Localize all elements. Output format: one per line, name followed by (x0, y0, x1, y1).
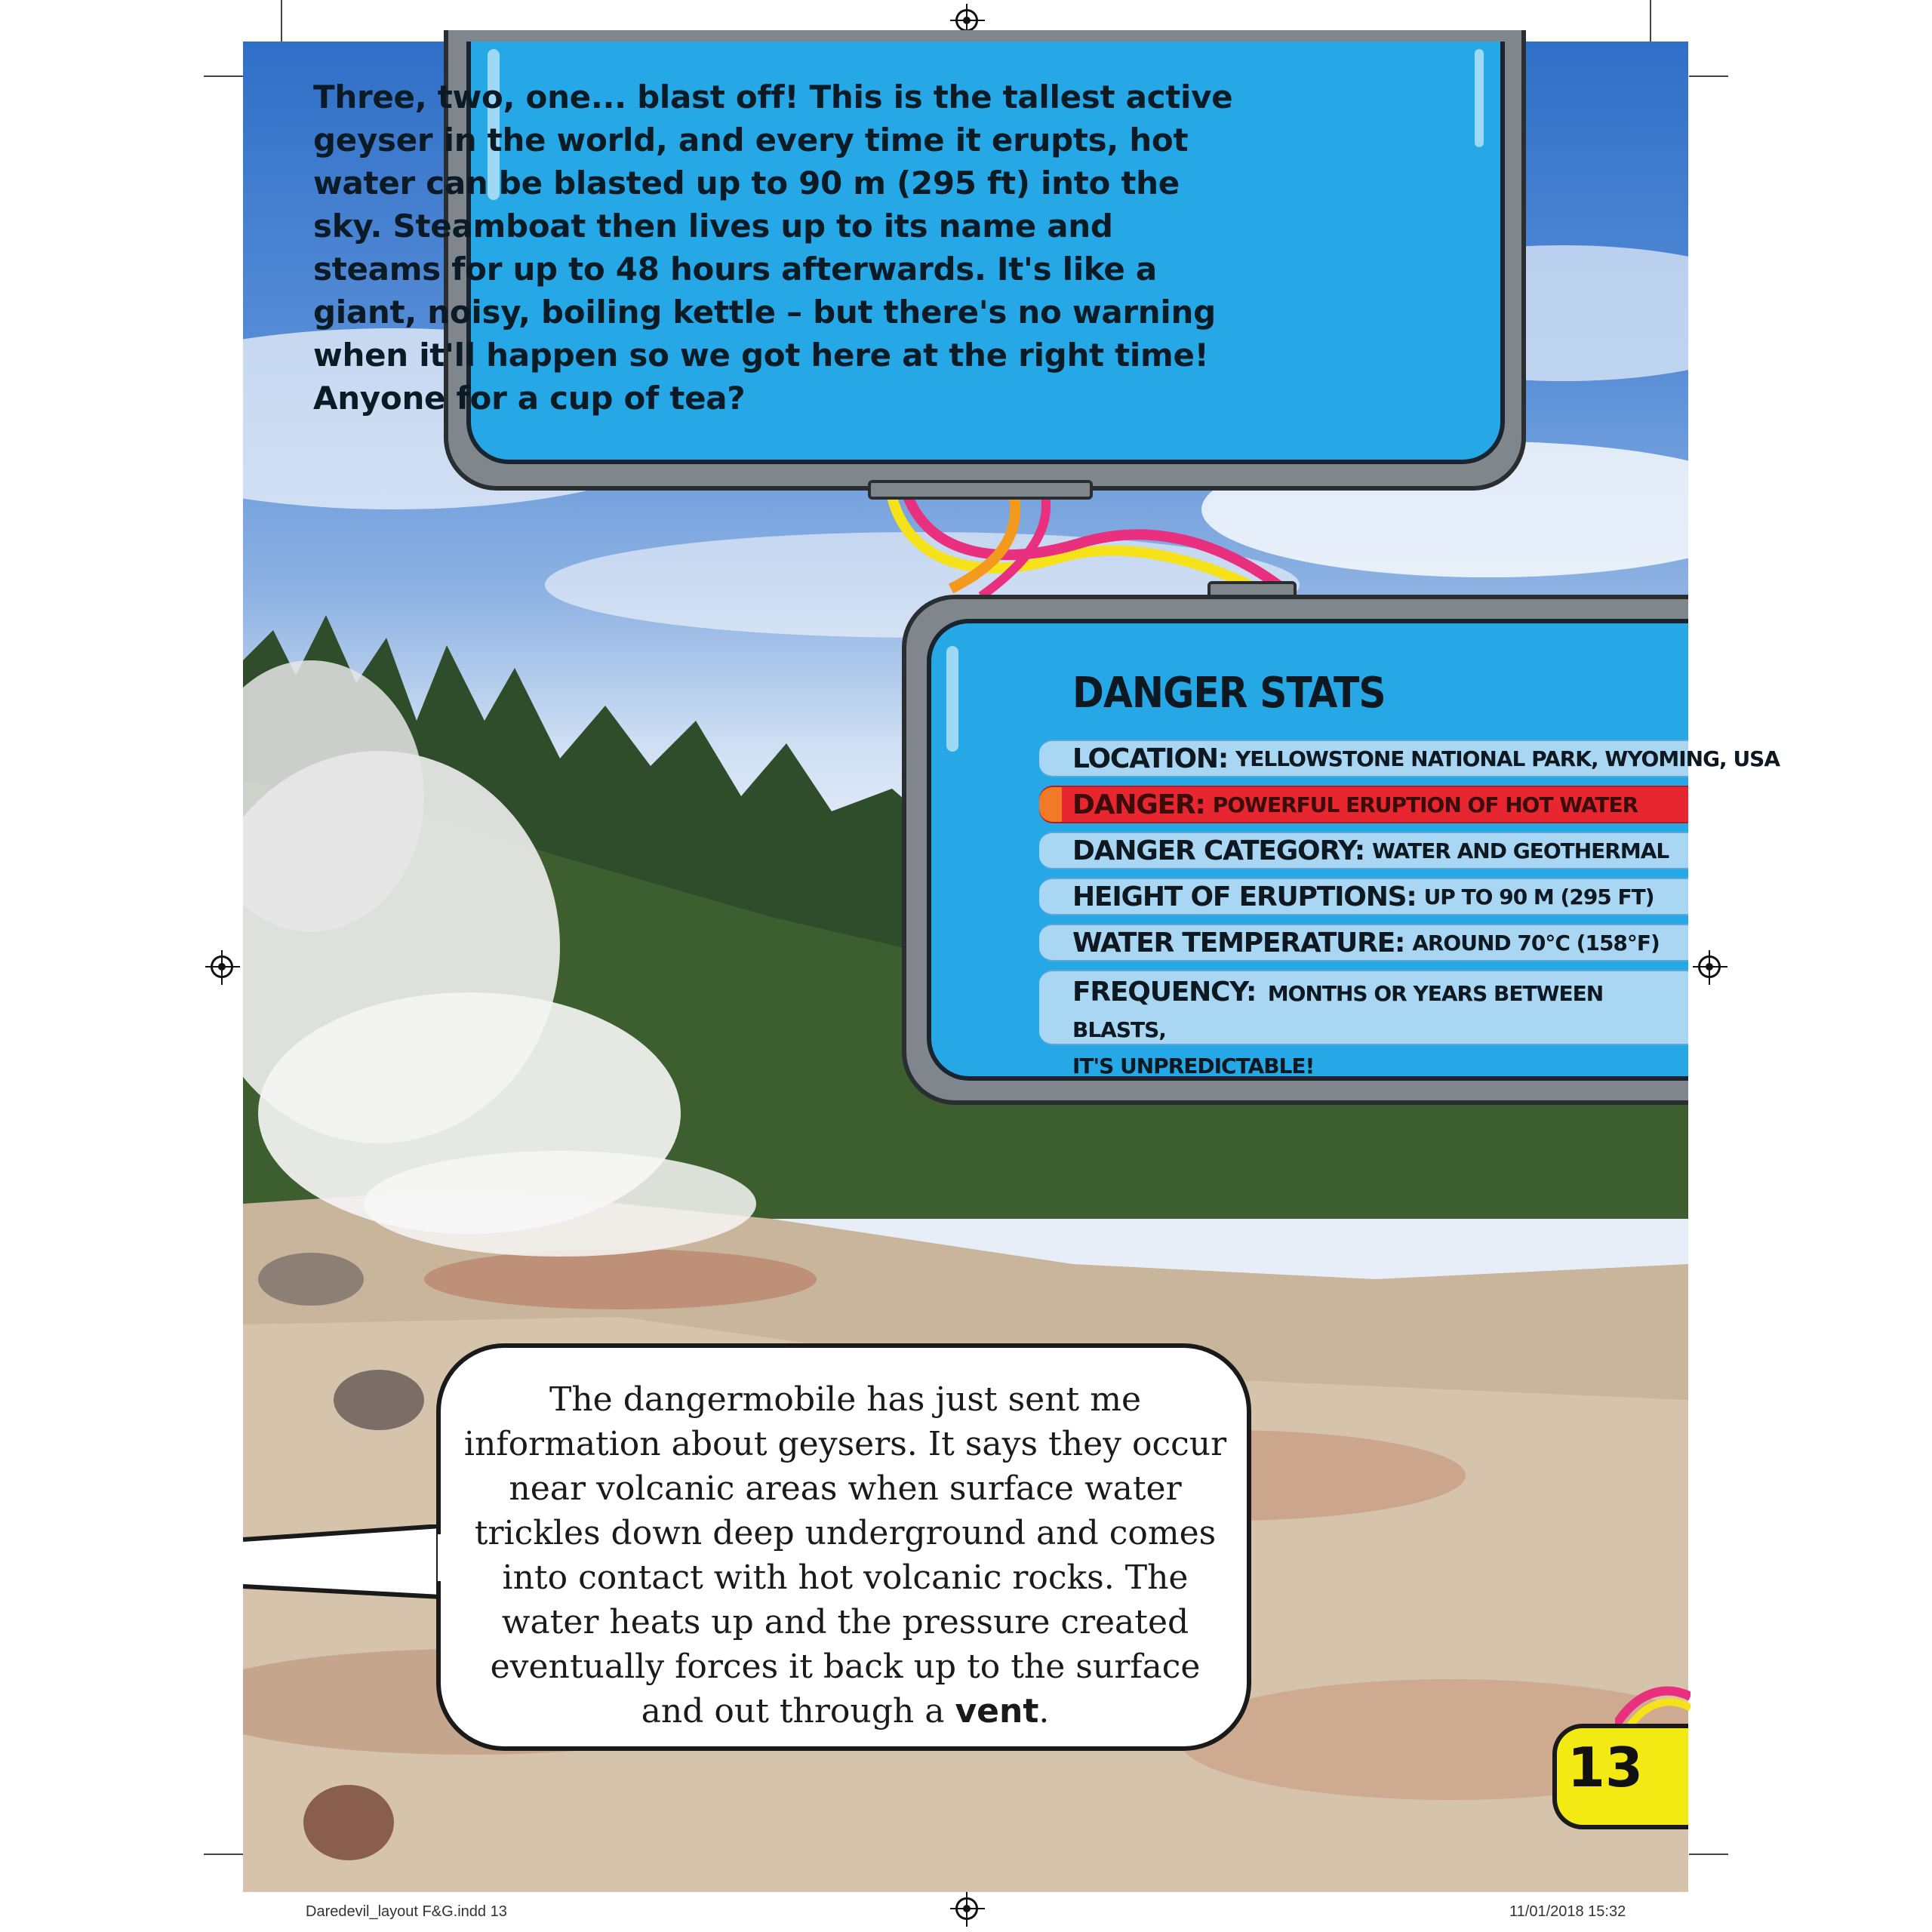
stat-value: YELLOWSTONE NATIONAL PARK, WYOMING, USA (1235, 746, 1780, 771)
stat-label: LOCATION: (1072, 743, 1229, 774)
stat-row-location (1039, 740, 1780, 777)
stat-row-danger (1039, 786, 1688, 823)
screen-connector (868, 480, 1093, 500)
stat-label: DANGER CATEGORY: (1072, 835, 1364, 866)
crop-mark (1650, 0, 1651, 42)
speech-end: . (1038, 1692, 1050, 1730)
stat-label: WATER TEMPERATURE: (1072, 927, 1405, 958)
stat-label: DANGER: (1072, 789, 1205, 820)
stat-row-category (1039, 832, 1688, 869)
registration-mark-icon (1698, 955, 1721, 978)
speech-text (460, 1377, 1230, 1734)
crop-mark (204, 75, 243, 77)
slug-left: Daredevil_layout F&G.indd 13 (306, 1903, 507, 1920)
stat-value: POWERFUL ERUPTION OF HOT WATER (1212, 792, 1638, 817)
crop-mark (1689, 75, 1728, 77)
registration-mark-icon (955, 9, 978, 32)
crop-mark (204, 1854, 243, 1855)
registration-mark-icon (955, 1897, 978, 1920)
registration-mark-icon (211, 955, 233, 978)
slug-right: 11/01/2018 15:32 (1509, 1903, 1626, 1920)
speech-body: The dangermobile has just sent me information about geysers. It says they occur near volcanic areas when surface water trickles down deep underground and comes into contact with hot volcanic rocks. The water heats up and the pressure created eventually forces it back up to the surface and out through a (463, 1380, 1227, 1730)
crop-mark (281, 0, 282, 42)
page-number: 13 (1567, 1736, 1644, 1799)
stat-value-continued: IT'S UNPREDICTABLE! (1072, 1054, 1315, 1078)
speech-tail (243, 1524, 447, 1607)
stat-row-frequency (1039, 970, 1688, 1078)
stat-value: MONTHS OR YEARS BETWEEN BLASTS, (1072, 981, 1604, 1042)
stat-row-height (1039, 878, 1688, 915)
speech-tail-cover (438, 1532, 448, 1585)
crop-mark (1689, 1854, 1728, 1855)
stat-value: UP TO 90 M (295 FT) (1423, 884, 1654, 909)
stat-value: WATER AND GEOTHERMAL (1371, 838, 1669, 863)
intro-text: Three, two, one... blast off! This is the tallest active geyser in the world, and every time it erupts, hot water can be blasted up to 90 m (295 ft) into the sky. Steamboat then lives up to its name and steams for up to 48 hours afterwards. It's like a giant, noisy, boiling kettle – but there's no warning when it'll happen so we got here at the right time! Anyone for a cup of tea? (313, 78, 1233, 417)
stats-title: DANGER STATS (1072, 669, 1386, 718)
glossary-word: vent (955, 1692, 1039, 1730)
stat-row-temperature (1039, 924, 1688, 961)
stat-value: AROUND 70°C (158°F) (1412, 930, 1660, 955)
stat-label: HEIGHT OF ERUPTIONS: (1072, 881, 1417, 912)
stat-label: FREQUENCY: (1072, 977, 1257, 1008)
